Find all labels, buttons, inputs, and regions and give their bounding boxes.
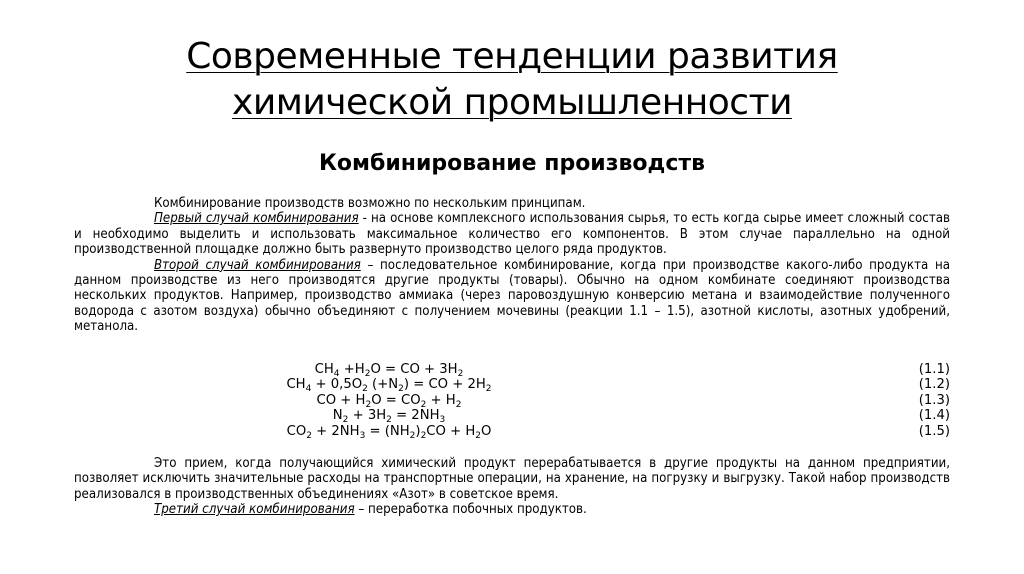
equation-text: = 2NH: [391, 408, 440, 424]
intro-paragraph: Комбинирование производств возможно по нескольким принципам.: [154, 196, 586, 211]
equation-text: (+N: [367, 377, 399, 393]
slide-title-line-1: Современные тенденции развития: [186, 36, 838, 77]
reaction-equation: [74, 393, 704, 408]
reaction-equation: [74, 377, 704, 395]
equation-text: + 2NH: [311, 423, 360, 439]
equation-text: CO: [286, 423, 307, 439]
equation-subscript: 2: [457, 369, 464, 379]
equation-subscript: 2: [386, 415, 392, 426]
reaction-row: [74, 424, 950, 439]
body-text-part-1: [74, 196, 950, 335]
case-1-label: Первый случай комбинирования: [154, 211, 359, 227]
equation-text: CH: [314, 362, 334, 377]
equation-text: ): [415, 423, 421, 439]
equation-subscript: 2: [420, 399, 427, 410]
reaction-number: (1.5): [918, 423, 950, 439]
case-3-paragraph: [74, 502, 950, 517]
equation-text: = (NH: [365, 423, 410, 439]
equation-subscript: 3: [359, 430, 366, 441]
case-2-paragraph: [74, 258, 950, 335]
case-3-label: Третий случай комбинирования: [154, 502, 355, 518]
equation-subscript: 3: [439, 415, 446, 426]
slide-title: [0, 34, 1024, 126]
equation-text: + H: [426, 392, 456, 408]
reaction-equation: [74, 408, 704, 426]
equation-subscript: 2: [420, 430, 427, 441]
reaction-equation: [74, 362, 704, 377]
equation-text: + 0,5O: [311, 377, 363, 393]
equation-subscript: 2: [306, 430, 312, 441]
equation-text: CH: [286, 377, 306, 393]
case-3-text: – переработка побочных продуктов.: [354, 502, 587, 518]
reaction-row: [74, 408, 950, 426]
equation-subscript: 4: [333, 369, 340, 379]
equation-subscript: 2: [365, 399, 372, 410]
equation-subscript: 2: [362, 384, 368, 395]
reaction-list: [74, 362, 950, 439]
reaction-number: (1.4): [918, 408, 950, 424]
equation-subscript: 2: [409, 430, 416, 441]
equation-subscript: 2: [342, 415, 349, 426]
equation-text: ) = CO + 2H: [403, 377, 486, 393]
case-1-paragraph: [74, 211, 950, 257]
equation-text: O: [480, 423, 492, 439]
equation-text: O = CO + 3H: [370, 362, 458, 377]
reaction-number: (1.2): [918, 377, 950, 393]
equation-subscript: 4: [305, 384, 312, 395]
after-reactions-paragraph: Это прием, когда получающийся химический продукт перерабатывается в другие продукты на данном предприятии, позволяет исключить значительные расходы на транспортные операции, на хранение, на погрузку и выгрузку. Такой набор производств реализовался в производственных объединениях «Азот» в советское время.: [74, 456, 950, 502]
section-heading: Комбинирование производств: [318, 151, 706, 176]
equation-subscript: 2: [455, 399, 462, 410]
equation-text: CO + H: [426, 423, 476, 439]
equation-subscript: 2: [364, 369, 371, 379]
equation-subscript: 2: [475, 430, 481, 441]
slide-title-line-2: химической промышленности: [232, 82, 792, 123]
equation-subscript: 2: [398, 384, 404, 395]
reaction-number: (1.1): [918, 362, 950, 377]
body-text-part-2: [74, 456, 950, 518]
case-1-text: - на основе комплексного использования сырья, то есть когда сырье имеет сложный состав и необходимо выделить и использовать максимальное количество его компонентов. В этом случае параллельно на одной производственной площадке должно быть развернуто производство целого ряда продуктов.: [74, 211, 950, 258]
reaction-number: (1.3): [918, 392, 950, 408]
equation-subscript: 2: [485, 384, 492, 395]
case-2-text: – последовательное комбинирование, когда при производстве какого-либо продукта на данном производстве из него производятся другие продукты (товары). Обычно на одном комбинате соединяют производства нескольких продуктов. Например, производство аммиака (через паровоздушную конверсию метана и взаимодействие полученного водорода с азотом воздуха) обычно объединяют с получением мочевины (реакции 1.1 – 1.5), азотной кислоты, азотных удобрений, метанола.: [74, 257, 950, 335]
equation-text: +H: [339, 362, 365, 377]
equation-text: N: [332, 408, 343, 424]
equation-text: + 3H: [348, 408, 387, 424]
equation-text: CO + H: [316, 392, 366, 408]
reaction-equation: [74, 424, 704, 439]
reaction-row: [74, 377, 950, 395]
reaction-row: [74, 393, 950, 408]
case-2-label: Второй случай комбинирования: [154, 257, 361, 273]
reaction-row: [74, 362, 950, 377]
equation-text: O = CO: [371, 392, 421, 408]
